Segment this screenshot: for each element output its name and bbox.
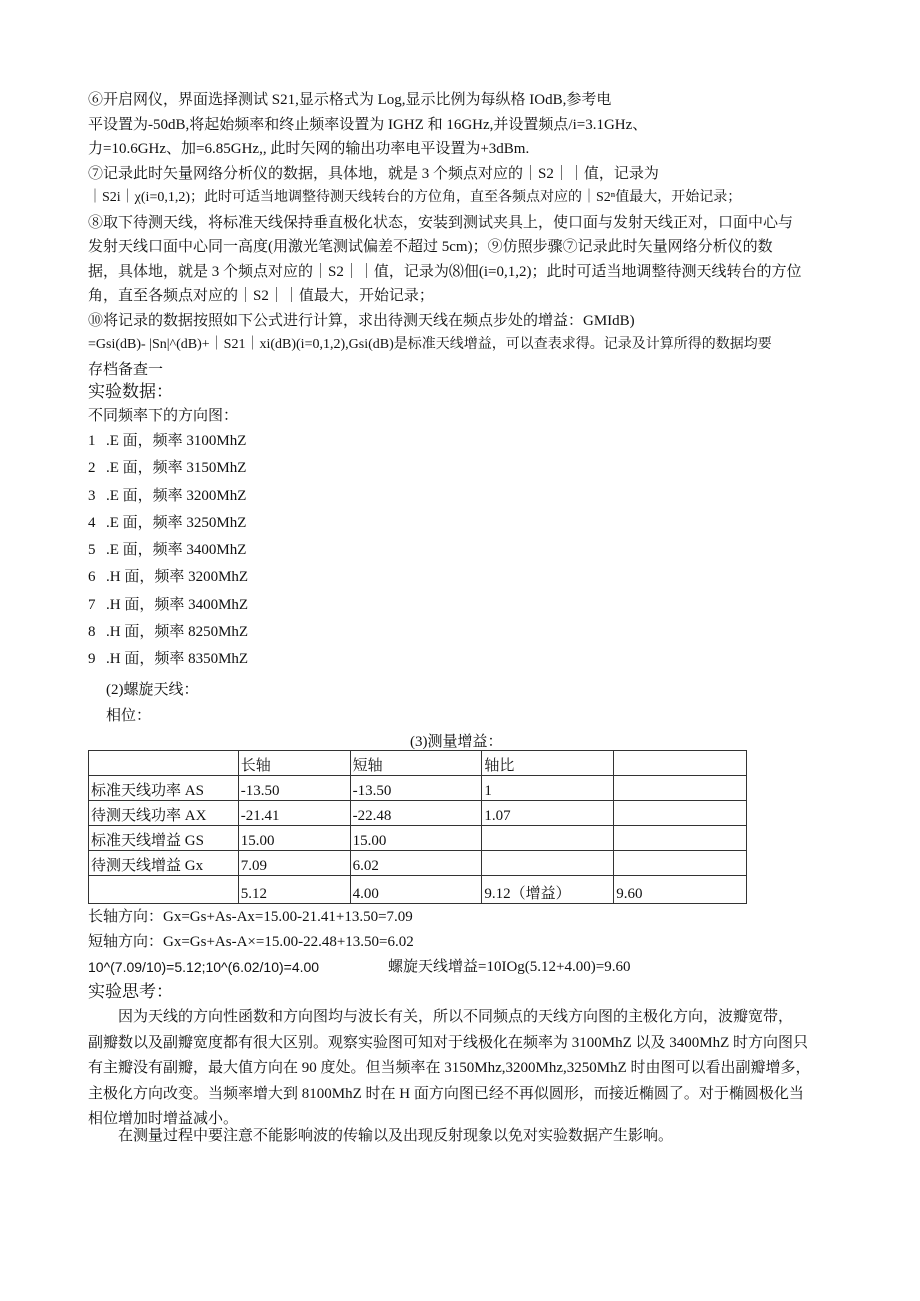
table-row: 标准天线功率 AS -13.50 -13.50 1 (89, 776, 747, 801)
list-item: 9 .H 面，频率 8350MhZ (88, 651, 249, 668)
think-heading: 实验思考： (88, 982, 173, 1001)
helix-heading: (2)螺旋天线： (106, 682, 199, 698)
list-item: 3 .E 面，频率 3200MhZ (88, 487, 247, 504)
table-row: 待测天线增益 Gx 7.09 6.02 (89, 851, 747, 876)
list-item: 7 .H 面，频率 3400MhZ (88, 596, 249, 613)
step-line: 角，直至各频点对应的｜S2｜｜值最大，开始记录； (88, 288, 434, 304)
step-line: ⑩将记录的数据按照如下公式进行计算，求出待测天线在频点步处的增益：GMIdB) (88, 312, 635, 329)
list-item: 1 .E 面，频率 3100MhZ (88, 433, 247, 449)
step-line: ⑥开启网仪，界面选择测试 S21,显示格式为 Log,显示比例为每纵格 IOdB,参考电 (88, 92, 612, 108)
gain-table (88, 750, 747, 904)
step-line: =Gsi(dB)- |Sn|^(dB)+｜S21｜xi(dB)(i=0,1,2),Gsi(dB)是标准天线增益，可以查表求得。记录及计算所得的数据均要 (88, 337, 772, 352)
list-item: 2 .E 面，频率 3150MhZ (88, 460, 247, 477)
step-line: 发射天线口面中心同一高度(用激光笔测试偏差不超过 5cm)；⑨仿照步骤⑦记录此时矢量网络分析仪的数 (88, 239, 773, 255)
calc-linear: 10^(7.09/10)=5.12;10^(6.02/10)=4.00 (88, 959, 320, 975)
patterns-intro: 不同频率下的方向图： (88, 408, 239, 424)
table-row: 5.12 4.00 9.12（增益） 9.60 (89, 876, 747, 904)
table-row: 标准天线增益 GS 15.00 15.00 (89, 826, 747, 851)
table-caption: (3)测量增益： (410, 734, 503, 750)
think-paragraph-2: 在测量过程中要注意不能影响波的传输以及出现反射现象以免对实验数据产生影响。 (118, 1128, 674, 1144)
step-line: 力=10.6GHz、加=6.85GHz,, 此时矢网的输出功率电平设置为+3dBm. (88, 141, 530, 157)
step-line: 据，具体地，就是 3 个频点对应的｜S2｜｜值，记录为⑻佃(i=0,1,2)；此时可适当地调整待测天线转台的方位 (88, 263, 802, 280)
table-row: 待测天线功率 AX -21.41 -22.48 1.07 (89, 801, 747, 826)
data-heading: 实验数据： (88, 382, 173, 401)
phase-label: 相位： (106, 708, 152, 724)
step-line: 存档备查一 (88, 361, 164, 378)
step-line: ⑦记录此时矢量网络分析仪的数据，具体地，就是 3 个频点对应的｜S2｜｜值，记录为 (88, 165, 659, 182)
calc-helix-gain: 螺旋天线增益=10IOg(5.12+4.00)=9.60 (388, 959, 631, 975)
list-item: 6 .H 面，频率 3200MhZ (88, 569, 249, 586)
calc-short-axis: 短轴方向：Gx=Gs+As-A×=15.00-22.48+13.50=6.02 (88, 934, 414, 950)
step-line: ⑧取下待测天线，将标准天线保持垂直极化状态，安装到测试夹具上，使口面与发射天线正对，口面中心与 (88, 214, 794, 231)
step-line: ｜S2i｜χ(i=0,1,2)；此时可适当地调整待测天线转台的方位角，直至各频点对应的｜S2ⁿ值最大，开始记录； (88, 190, 742, 205)
procedure-steps (88, 88, 828, 382)
table-row: 长轴 短轴 轴比 (89, 751, 747, 776)
pattern-list (88, 428, 828, 674)
list-item: 5 .E 面，频率 3400MhZ (88, 542, 247, 559)
step-line: 平设置为-50dB,将起始频率和终止频率设置为 IGHZ 和 16GHz,并设置频点/i=3.1GHz、 (88, 116, 648, 133)
list-item: 8 .H 面，频率 8250MhZ (88, 624, 249, 641)
list-item: 4 .E 面，频率 3250MhZ (88, 514, 247, 531)
think-paragraph: 因为天线的方向性函数和方向图均与波长有关，所以不同频点的天线方向图的主极化方向，波瓣宽带， 副瓣数以及副瓣宽度都有很大区别。观察实验图可知对于线极化在频率为 3100MhZ 以及 3400MhZ 时方向图只 有主瓣没有副瓣，最大值方向在 90 度处。但当频率在 3150Mhz,3200Mhz,3250MhZ 时由图可以看出副瓣增多， 主极化方向改变。当频率增大到 8100MhZ 时在 H 面方向图已经不再似圆形，而接近椭圆了。对于椭圆极化当 相位增加时增益减小。 (88, 1009, 811, 1127)
calc-long-axis: 长轴方向：Gx=Gs+As-Ax=15.00-21.41+13.50=7.09 (88, 909, 413, 925)
